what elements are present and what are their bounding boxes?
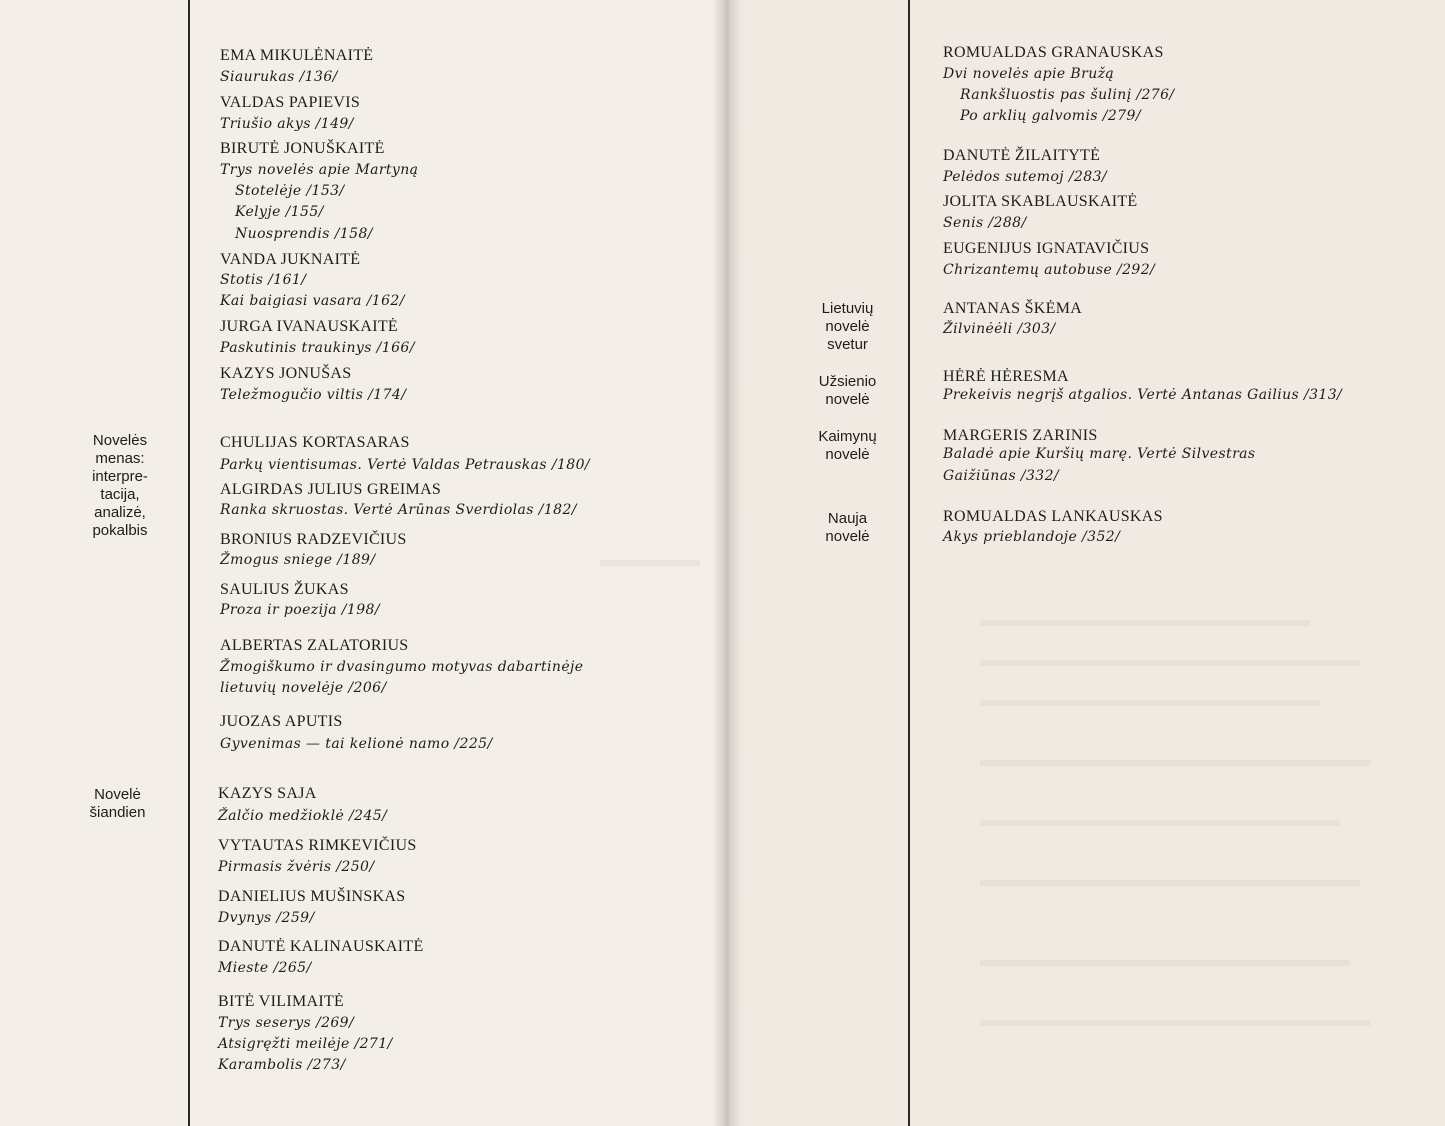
author-name: JURGA IVANAUSKAITĖ <box>220 318 399 335</box>
work-title: Dvi novelės apie Bružą <box>943 66 1115 82</box>
work-title: Teležmogučio viltis /174/ <box>220 387 407 403</box>
work-title: Pirmasis žvėris /250/ <box>218 859 375 875</box>
author-name: ROMUALDAS LANKAUSKAS <box>943 508 1163 525</box>
author-name: ALGIRDAS JULIUS GREIMAS <box>220 481 442 498</box>
section-label: Nauja novelė <box>825 510 870 545</box>
section-label: Kaimynų novelė <box>818 428 877 463</box>
work-title: Baladė apie Kuršių marę. Vertė Silvestras <box>943 446 1256 462</box>
author-name: BIRUTĖ JONUŠKAITĖ <box>220 140 385 157</box>
left-column-rule <box>188 0 190 1126</box>
work-title: Trys seserys /269/ <box>218 1015 355 1031</box>
author-name: HĖRĖ HĖRESMA <box>943 368 1069 385</box>
section-label: Novelės menas: interpre- tacija, analizė, pokalbis <box>92 432 148 539</box>
work-title: Stotis /161/ <box>220 272 307 288</box>
section-label: Užsienio novelė <box>818 373 877 408</box>
work-title: Proza ir poezija /198/ <box>220 602 380 618</box>
section-label: Novelė šiandien <box>89 786 146 821</box>
author-name: EUGENIJUS IGNATAVIČIUS <box>943 240 1150 257</box>
author-name: JOLITA SKABLAUSKAITĖ <box>943 193 1138 210</box>
author-name: DANUTĖ ŽILAITYTĖ <box>943 147 1101 164</box>
work-title: Siaurukas /136/ <box>220 69 338 85</box>
work-title: Parkų vientisumas. Vertė Valdas Petrauskas /180/ <box>220 457 590 473</box>
work-title: Triušio akys /149/ <box>220 116 354 132</box>
work-title: Senis /288/ <box>943 215 1027 231</box>
work-title: Chrizantemų autobuse /292/ <box>943 262 1156 278</box>
work-title: Pelėdos sutemoj /283/ <box>943 169 1108 185</box>
work-title: Trys novelės apie Martyną <box>220 162 419 178</box>
work-title: Atsigręžti meilėje /271/ <box>218 1036 393 1052</box>
author-name: VALDAS PAPIEVIS <box>220 94 361 111</box>
work-title: Prekeivis negrįš atgalios. Vertė Antanas Gailius /313/ <box>943 387 1343 403</box>
work-title: Karambolis /273/ <box>218 1057 346 1073</box>
author-name: VYTAUTAS RIMKEVIČIUS <box>218 837 417 854</box>
work-title: Žmogiškumo ir dvasingumo motyvas dabartinėje <box>220 659 584 675</box>
work-title: Stotelėje /153/ <box>235 183 345 199</box>
author-name: DANIELIUS MUŠINSKAS <box>218 888 406 905</box>
author-name: JUOZAS APUTIS <box>220 713 343 730</box>
author-name: CHULIJAS KORTASARAS <box>220 434 410 451</box>
author-name: EMA MIKULĖNAITĖ <box>220 47 374 64</box>
work-title: Rankšluostis pas šulinį /276/ <box>960 87 1175 103</box>
author-name: KAZYS JONUŠAS <box>220 365 352 382</box>
author-name: SAULIUS ŽUKAS <box>220 581 349 598</box>
book-gutter <box>712 0 742 1126</box>
section-label: Lietuvių novelė svetur <box>821 300 874 353</box>
work-title: Gyvenimas — tai kelionė namo /225/ <box>220 736 493 752</box>
work-title: Nuosprendis /158/ <box>235 226 373 242</box>
work-title: Kai baigiasi vasara /162/ <box>220 293 405 309</box>
work-title: Paskutinis traukinys /166/ <box>220 340 415 356</box>
work-title: Žilvinėėli /303/ <box>943 321 1056 337</box>
work-title: Žalčio medžioklė /245/ <box>218 808 388 824</box>
work-title: lietuvių novelėje /206/ <box>220 680 387 696</box>
right-column-rule <box>908 0 910 1126</box>
work-title: Dvynys /259/ <box>218 910 315 926</box>
work-title: Ranka skruostas. Vertė Arūnas Sverdiolas /182/ <box>220 502 577 518</box>
author-name: ROMUALDAS GRANAUSKAS <box>943 44 1164 61</box>
work-title: Akys prieblandoje /352/ <box>943 529 1121 545</box>
author-name: VANDA JUKNAITĖ <box>220 251 361 268</box>
work-title: Po arklių galvomis /279/ <box>960 108 1141 124</box>
author-name: ALBERTAS ZALATORIUS <box>220 637 409 654</box>
author-name: BITĖ VILIMAITĖ <box>218 993 345 1010</box>
author-name: KAZYS SAJA <box>218 785 317 802</box>
work-title: Kelyje /155/ <box>235 204 324 220</box>
author-name: MARGERIS ZARINIS <box>943 427 1098 444</box>
work-title: Mieste /265/ <box>218 960 312 976</box>
work-title: Gaižiūnas /332/ <box>943 468 1060 484</box>
work-title: Žmogus sniege /189/ <box>220 552 376 568</box>
author-name: ANTANAS ŠKĖMA <box>943 300 1083 317</box>
author-name: DANUTĖ KALINAUSKAITĖ <box>218 938 424 955</box>
author-name: BRONIUS RADZEVIČIUS <box>220 531 407 548</box>
